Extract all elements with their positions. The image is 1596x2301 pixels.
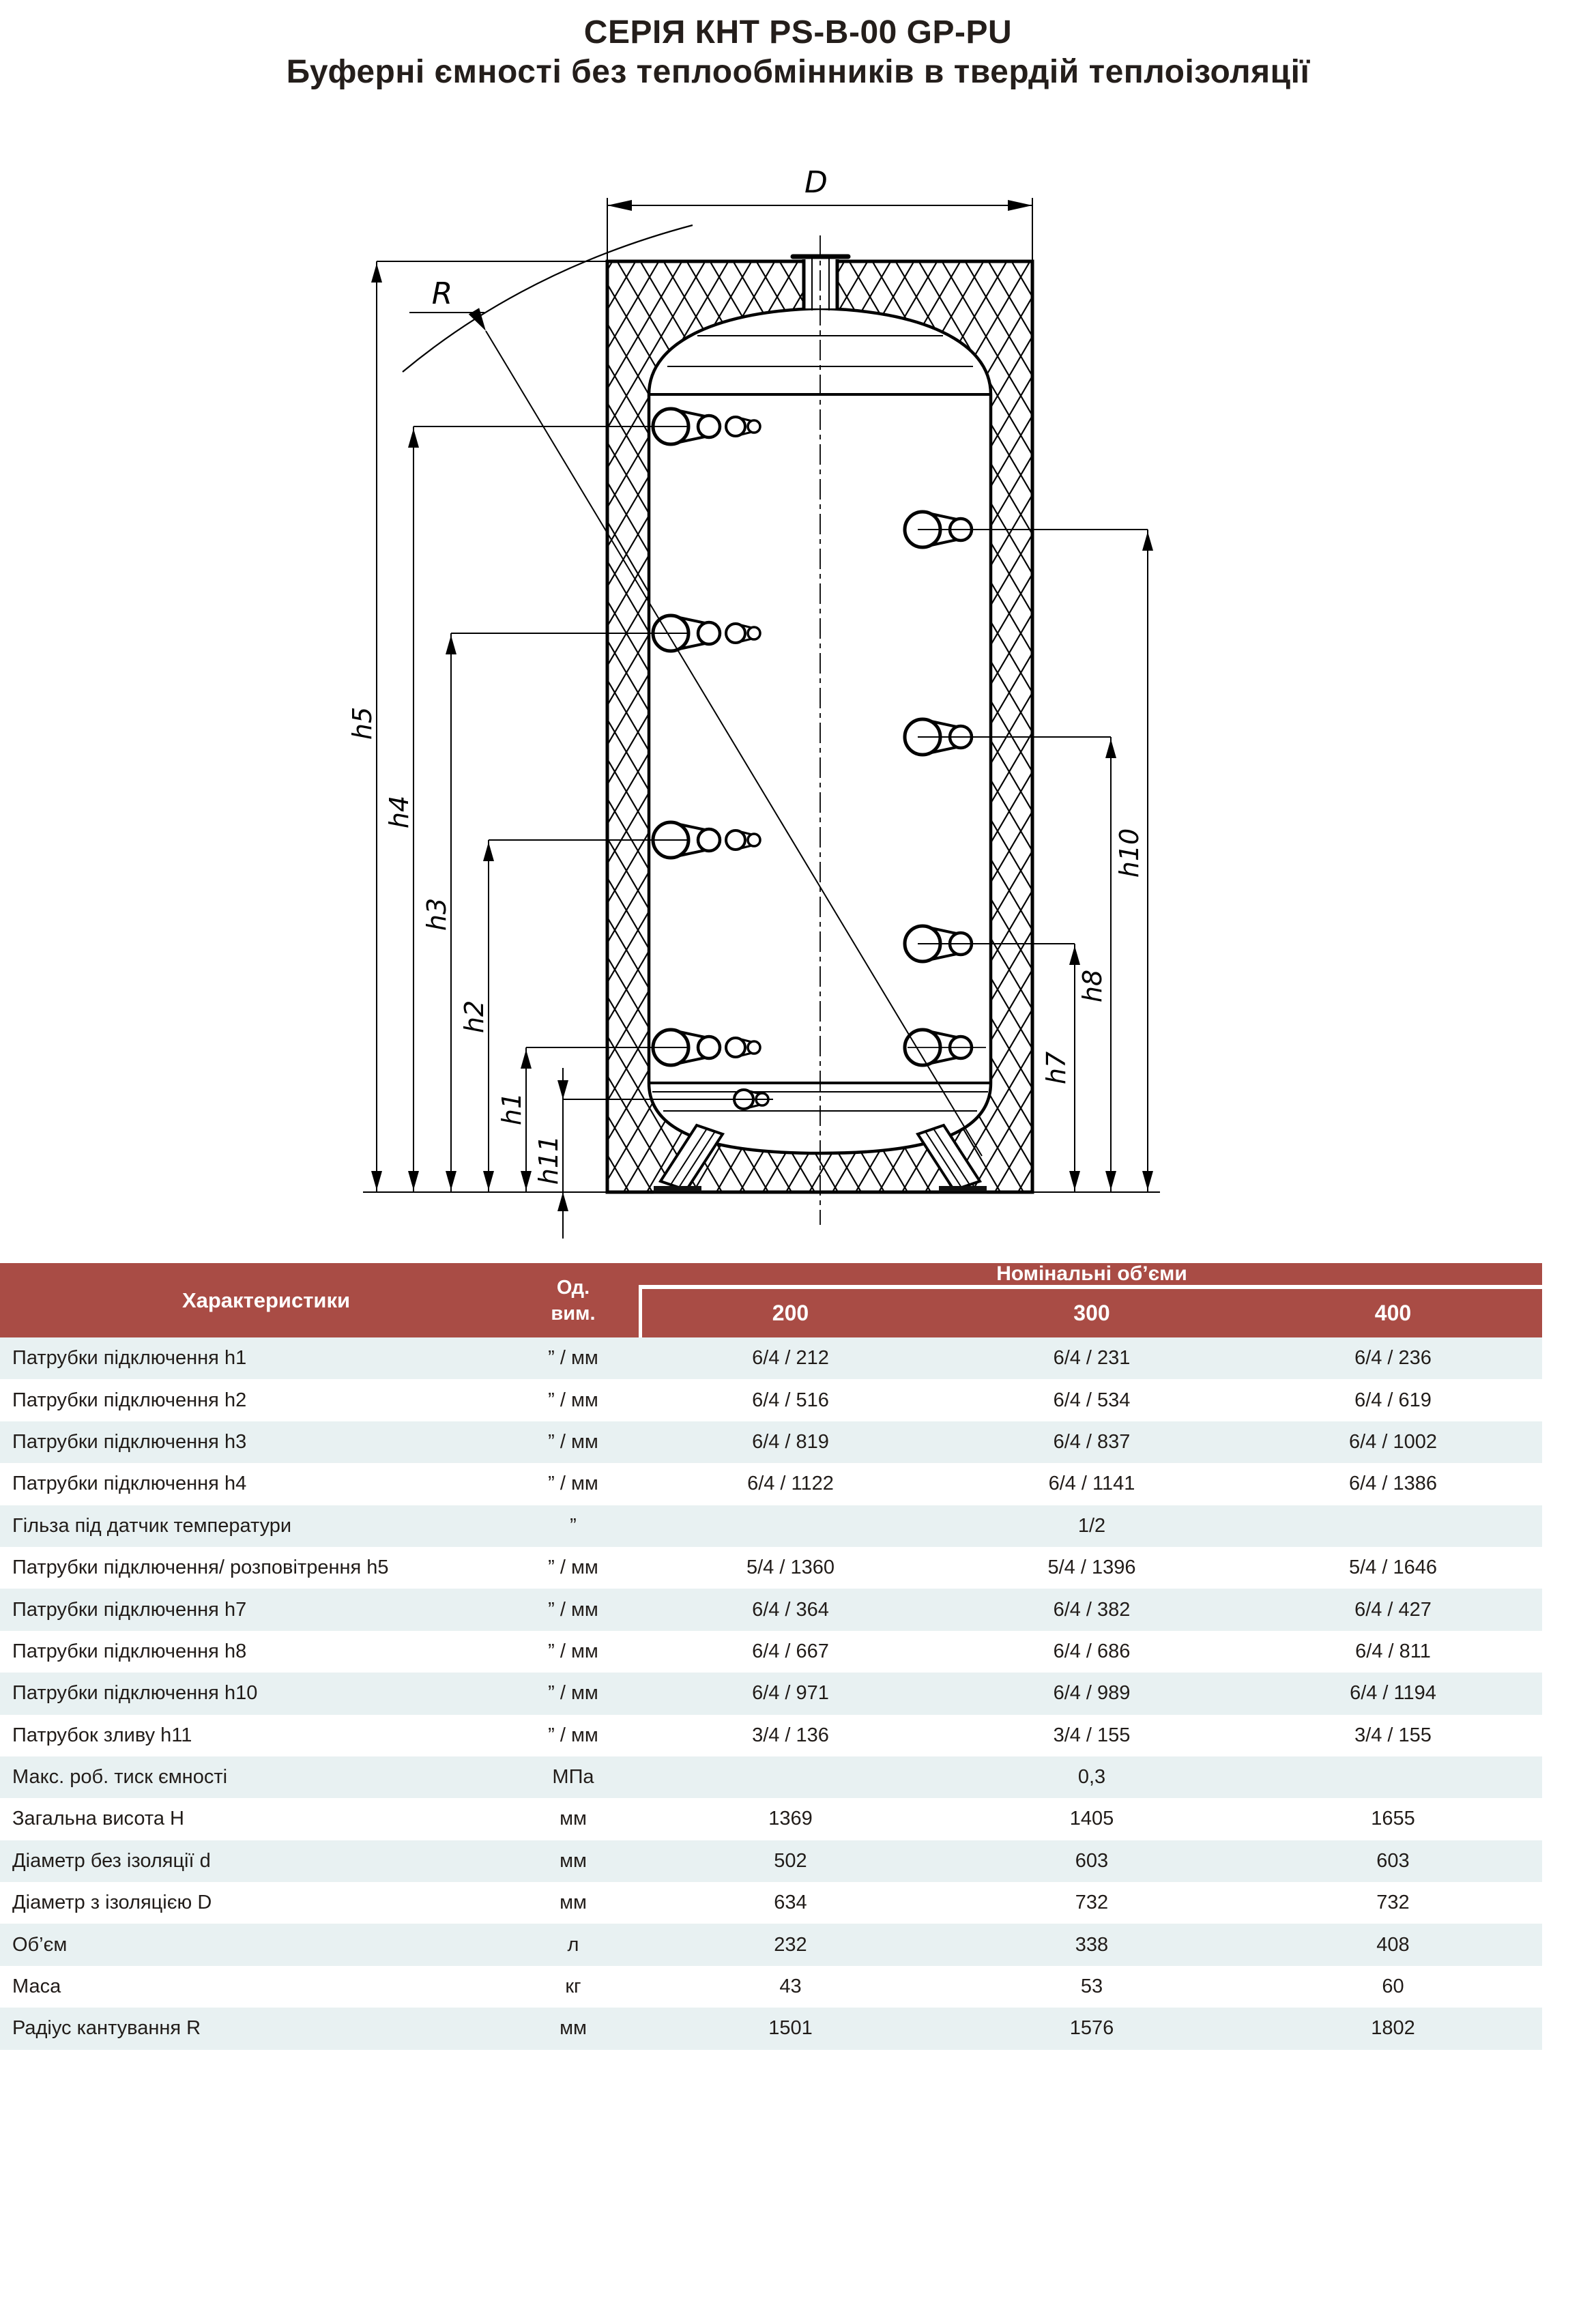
row-label: Патрубки підключення/ розповітрення h5 xyxy=(12,1557,389,1579)
table-header xyxy=(0,1263,1542,1337)
row-value-200: 5/4 / 1360 xyxy=(746,1557,835,1579)
row-value-200: 1501 xyxy=(768,2017,813,2040)
dim-label-h4: h4 xyxy=(384,795,414,829)
row-unit: ” / мм xyxy=(548,1598,598,1621)
table-row xyxy=(0,1966,1542,2008)
row-label: Гільза під датчик температури xyxy=(12,1514,292,1537)
row-value-200: 6/4 / 1122 xyxy=(747,1473,834,1495)
table-row xyxy=(0,1715,1542,1756)
row-value-300: 6/4 / 1141 xyxy=(1048,1473,1135,1495)
row-value-400: 6/4 / 236 xyxy=(1354,1347,1432,1370)
header-unit-line2: вим. xyxy=(551,1302,596,1325)
row-value-400: 60 xyxy=(1382,1976,1404,1998)
row-unit: ” / мм xyxy=(548,1473,598,1495)
row-label: Патрубки підключення h3 xyxy=(12,1430,247,1453)
row-value-200: 1369 xyxy=(768,1808,813,1830)
dim-label-D: D xyxy=(804,165,828,200)
row-value-300: 53 xyxy=(1080,1976,1103,1998)
row-value-400: 1655 xyxy=(1371,1808,1415,1830)
row-unit: ” / мм xyxy=(548,1347,598,1370)
header-group-label: Номінальні об’єми xyxy=(996,1262,1187,1285)
row-label: Макс. роб. тиск ємності xyxy=(12,1766,228,1789)
sleeve-h2 xyxy=(726,830,760,850)
table-row xyxy=(0,1379,1542,1421)
row-unit: кг xyxy=(565,1976,581,1998)
row-unit: л xyxy=(567,1933,579,1956)
row-label: Патрубки підключення h8 xyxy=(12,1640,247,1662)
sleeve-h4 xyxy=(726,417,760,436)
table-row xyxy=(0,1589,1542,1630)
table-row xyxy=(0,1421,1542,1463)
header-volume-columns xyxy=(641,1289,1542,1337)
row-value-400: 5/4 / 1646 xyxy=(1349,1557,1437,1579)
page-subtitle: Буферні ємності без теплообмінників в твердій теплоізоляції xyxy=(286,54,1310,90)
row-value-300: 603 xyxy=(1075,1849,1109,1872)
table-row xyxy=(0,1882,1542,1924)
row-value-300: 1405 xyxy=(1069,1808,1114,1830)
table-row xyxy=(0,1924,1542,1965)
sleeve-h3 xyxy=(726,624,760,643)
dim-label-h10: h10 xyxy=(1114,828,1144,878)
row-value-200: 6/4 / 212 xyxy=(752,1347,829,1370)
table-row xyxy=(0,1547,1542,1589)
row-unit: МПа xyxy=(552,1766,594,1789)
row-value-200: 3/4 / 136 xyxy=(752,1724,829,1746)
row-label: Патрубки підключення h10 xyxy=(12,1682,258,1705)
row-label: Патрубки підключення h1 xyxy=(12,1347,247,1370)
row-label: Об’єм xyxy=(12,1933,68,1956)
row-value-200: 6/4 / 667 xyxy=(752,1640,829,1662)
row-value-300: 6/4 / 534 xyxy=(1053,1389,1131,1411)
row-label: Маса xyxy=(12,1976,61,1998)
table-row xyxy=(0,1673,1542,1714)
row-value-300: 6/4 / 989 xyxy=(1053,1682,1131,1705)
dim-label-h11: h11 xyxy=(534,1135,564,1185)
row-value-400: 6/4 / 1194 xyxy=(1350,1682,1436,1705)
row-value-200: 6/4 / 971 xyxy=(752,1682,829,1705)
sleeve-h1 xyxy=(726,1038,760,1057)
row-value-200: 634 xyxy=(774,1892,807,1914)
dim-label-h8: h8 xyxy=(1077,969,1107,1003)
row-value-200: 232 xyxy=(774,1933,807,1956)
row-value-span: 0,3 xyxy=(1077,1766,1106,1789)
row-value-300: 5/4 / 1396 xyxy=(1047,1557,1136,1579)
table-row xyxy=(0,1756,1542,1798)
row-value-300: 6/4 / 837 xyxy=(1053,1430,1131,1453)
row-value-300: 6/4 / 686 xyxy=(1053,1640,1131,1662)
row-value-200: 6/4 / 364 xyxy=(752,1598,829,1621)
table-row xyxy=(0,1840,1542,1882)
dim-label-h5: h5 xyxy=(347,706,377,740)
row-value-400: 6/4 / 1002 xyxy=(1349,1430,1437,1453)
row-label: Патрубки підключення h2 xyxy=(12,1389,247,1411)
row-unit: ” xyxy=(570,1514,577,1537)
row-value-200: 43 xyxy=(779,1976,802,1998)
table-body xyxy=(0,1337,1542,2050)
header-unit xyxy=(505,1263,641,1337)
row-label: Патрубки підключення h4 xyxy=(12,1473,247,1495)
row-value-300: 6/4 / 231 xyxy=(1053,1347,1131,1370)
header-volumes-group xyxy=(641,1263,1542,1337)
row-value-400: 3/4 / 155 xyxy=(1354,1724,1432,1746)
row-value-400: 603 xyxy=(1376,1849,1410,1872)
header-characteristics: Характеристики xyxy=(182,1288,351,1312)
row-value-300: 1576 xyxy=(1069,2017,1114,2040)
row-value-400: 6/4 / 1386 xyxy=(1349,1473,1437,1495)
spec-table xyxy=(0,1263,1542,2050)
dim-label-h3: h3 xyxy=(422,897,452,931)
dim-label-h1: h1 xyxy=(497,1092,527,1126)
row-label: Діаметр з ізоляцією D xyxy=(12,1892,212,1914)
row-unit: ” / мм xyxy=(548,1389,598,1411)
row-value-400: 1802 xyxy=(1371,2017,1415,2040)
dim-label-R: R xyxy=(431,276,453,311)
row-value-400: 6/4 / 811 xyxy=(1355,1640,1431,1662)
row-unit: мм xyxy=(560,1808,587,1830)
header-divider-vertical xyxy=(639,1285,642,1337)
row-unit: ” / мм xyxy=(548,1430,598,1453)
row-value-400: 408 xyxy=(1376,1933,1410,1956)
row-unit: ” / мм xyxy=(548,1557,598,1579)
header-volume-200: 200 xyxy=(772,1301,809,1325)
row-value-200: 502 xyxy=(774,1849,807,1872)
technical-drawing xyxy=(293,82,1331,1242)
row-label: Патрубки підключення h7 xyxy=(12,1598,247,1621)
row-label: Радіус кантування R xyxy=(12,2017,201,2040)
row-label: Патрубок зливу h11 xyxy=(12,1724,192,1746)
table-row xyxy=(0,1505,1542,1547)
row-unit: мм xyxy=(560,2017,587,2040)
row-label: Загальна висота Н xyxy=(12,1808,184,1830)
row-label: Діаметр без ізоляції d xyxy=(12,1849,211,1872)
dim-label-h7: h7 xyxy=(1041,1051,1071,1085)
row-value-span: 1/2 xyxy=(1077,1514,1106,1537)
row-value-300: 6/4 / 382 xyxy=(1053,1598,1131,1621)
row-value-400: 6/4 / 619 xyxy=(1354,1389,1432,1411)
row-value-400: 6/4 / 427 xyxy=(1354,1598,1432,1621)
row-value-300: 732 xyxy=(1075,1892,1109,1914)
row-unit: ” / мм xyxy=(548,1682,598,1705)
table-row xyxy=(0,2008,1542,2049)
table-row xyxy=(0,1463,1542,1505)
row-unit: мм xyxy=(560,1849,587,1872)
row-unit: ” / мм xyxy=(548,1724,598,1746)
row-value-300: 338 xyxy=(1075,1933,1109,1956)
row-value-300: 3/4 / 155 xyxy=(1053,1724,1131,1746)
table-row xyxy=(0,1337,1542,1379)
row-unit: ” / мм xyxy=(548,1640,598,1662)
table-row xyxy=(0,1798,1542,1840)
row-value-200: 6/4 / 819 xyxy=(752,1430,829,1453)
header-unit-line1: Од. xyxy=(556,1276,590,1299)
row-unit: мм xyxy=(560,1892,587,1914)
table-row xyxy=(0,1631,1542,1673)
dim-label-h2: h2 xyxy=(459,1000,489,1034)
header-volume-400: 400 xyxy=(1374,1301,1412,1325)
row-value-200: 6/4 / 516 xyxy=(752,1389,829,1411)
row-value-400: 732 xyxy=(1376,1892,1410,1914)
header-volume-300: 300 xyxy=(1073,1301,1110,1325)
page-title: СЕРІЯ КНТ PS-B-00 GP-PU xyxy=(583,14,1013,50)
